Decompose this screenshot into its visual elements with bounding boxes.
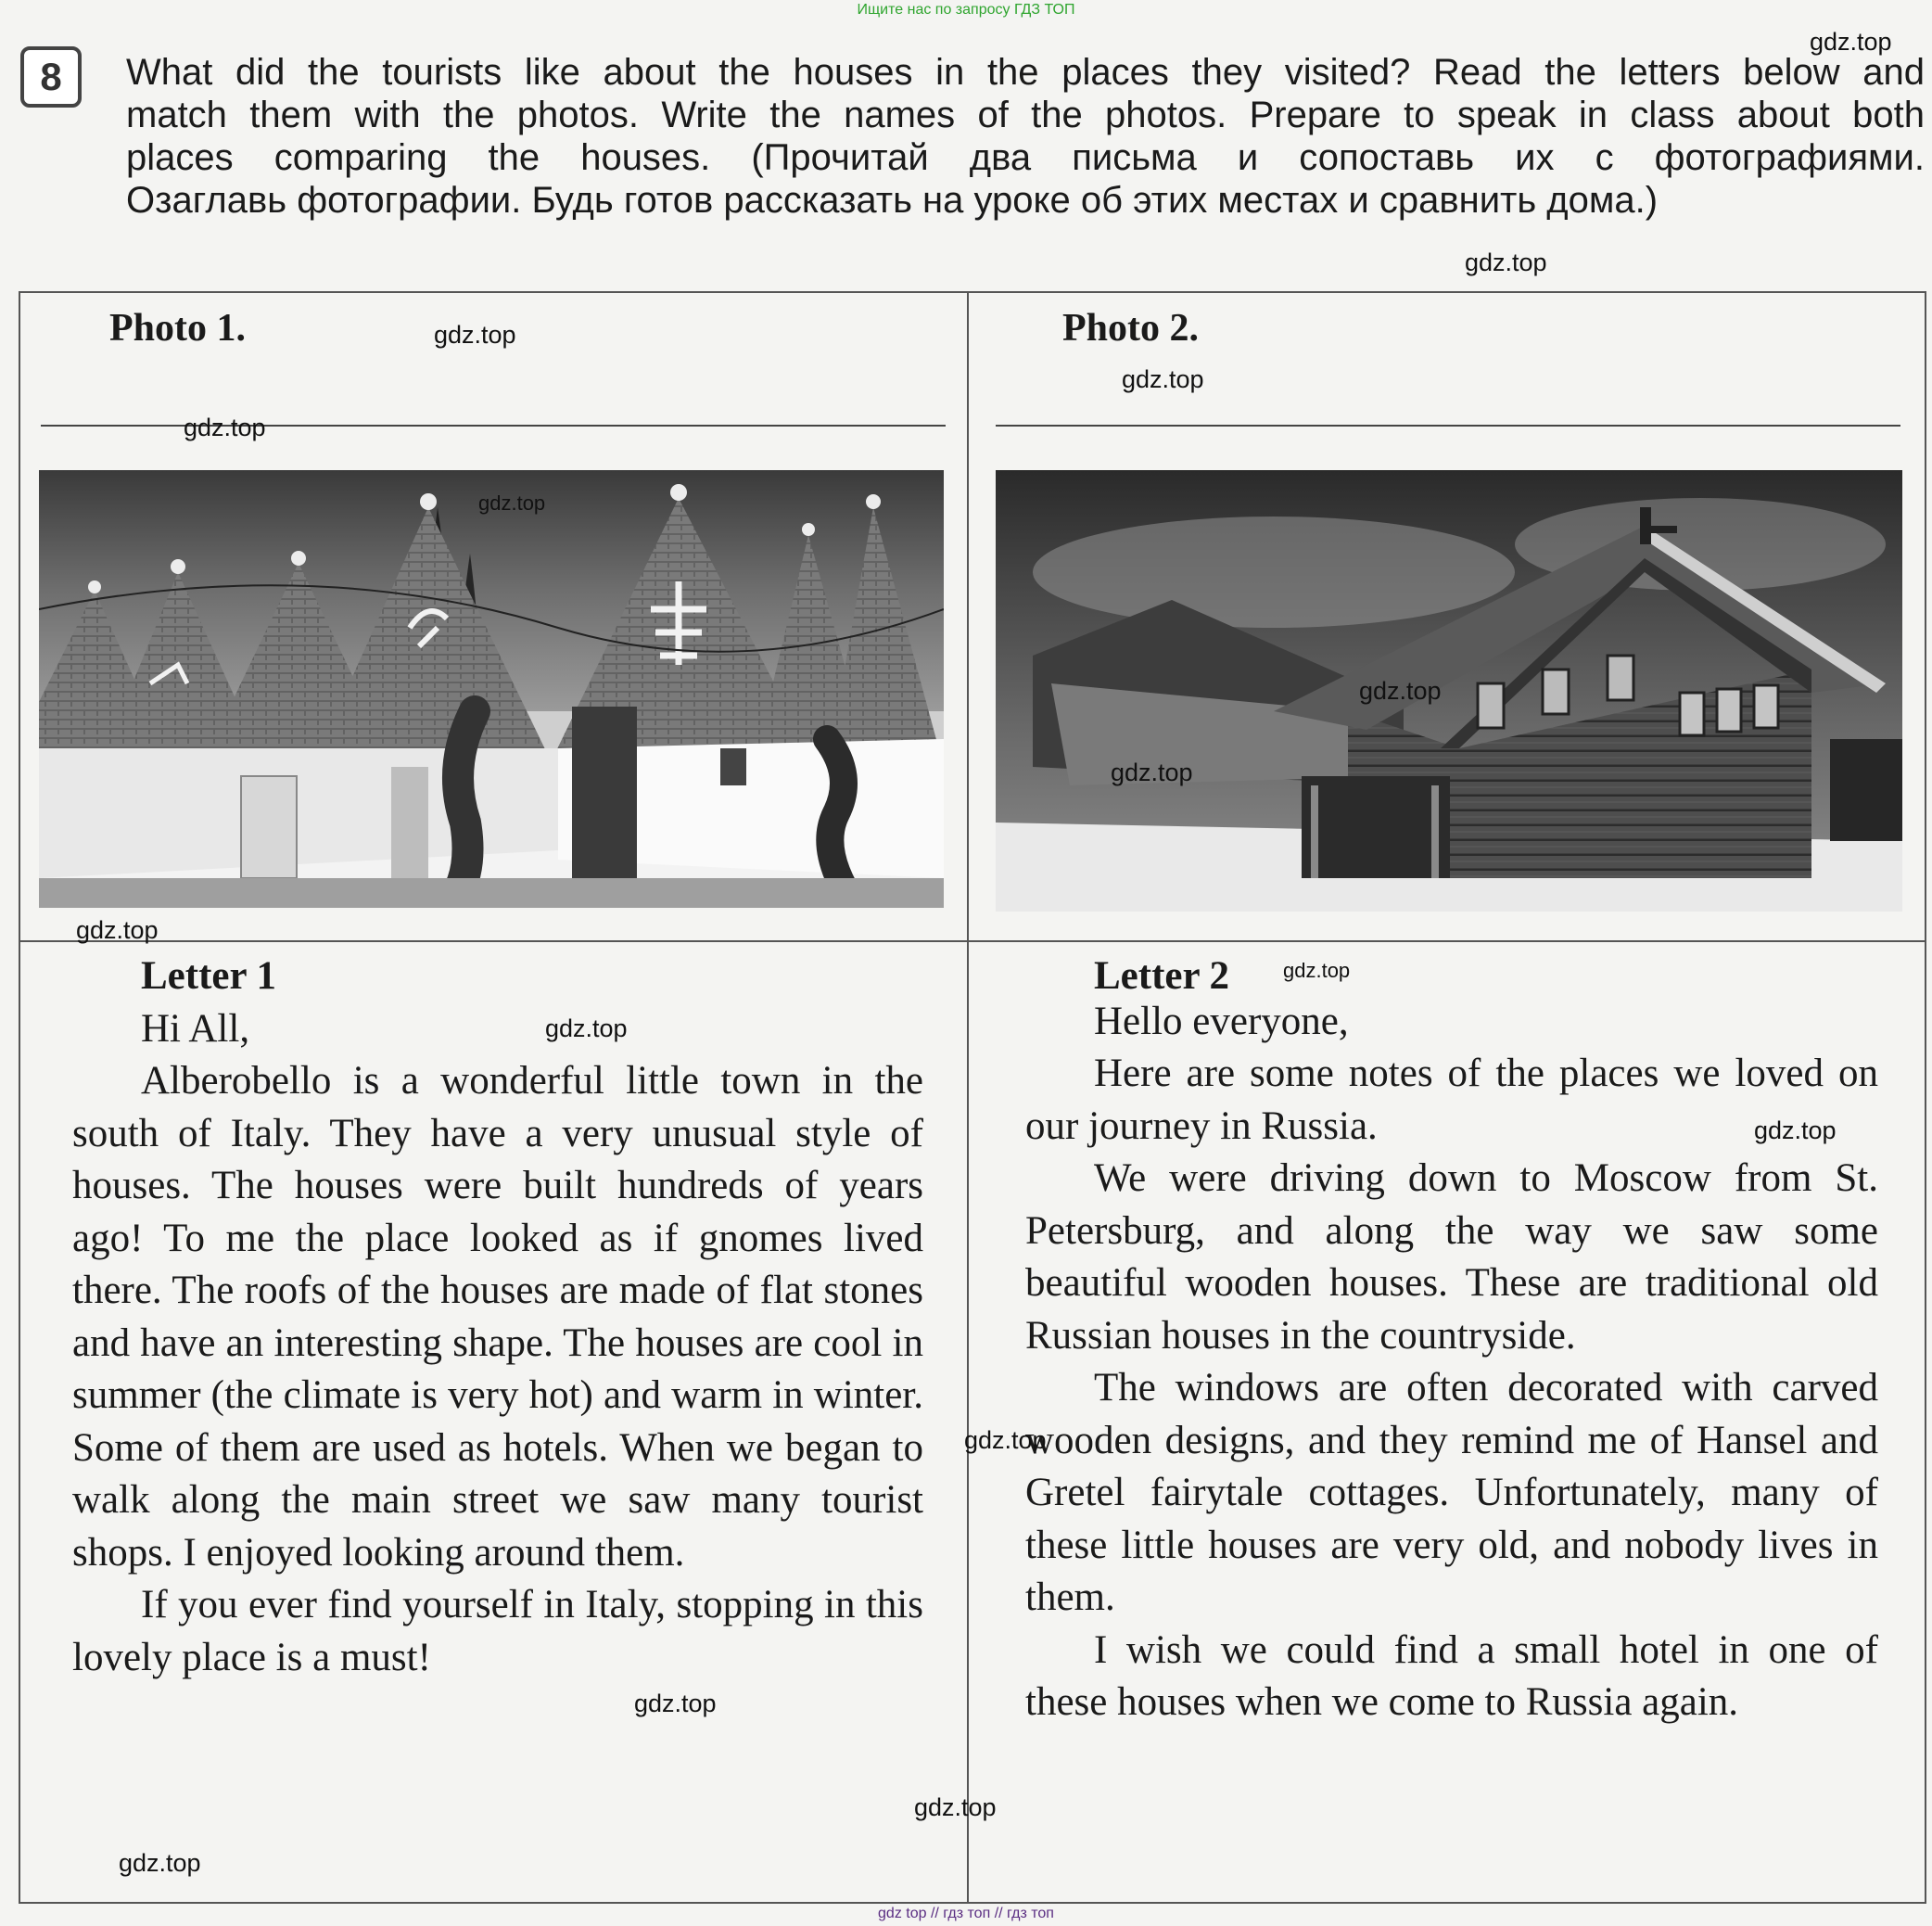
letter2 [1025,950,1878,1729]
watermark: gdz.top [478,491,546,515]
watermark: gdz.top [119,1849,201,1877]
letter2-greeting: Hello everyone, [1094,999,1349,1043]
task-line: places comparing the houses. (Прочитай два письма и сопоставь их с фотографиями. [126,137,1925,178]
letter2-paragraph: I wish we could find a small hotel in one of these houses when we come to Russia again. [1025,1627,1878,1724]
watermark: gdz.top [1359,677,1442,705]
task-line: Озаглавь фотографии. Будь готов рассказать на уроке об этих местах и сравнить дома.) [126,180,1659,221]
top-banner[interactable]: Ищите нас по запросу ГДЗ ТОП [857,2,1075,18]
letter2-paragraph: The windows are often decorated with carved wooden designs, and they remind me of Hansel and Gretel fairytale cottages. Unfortunately, many of these little houses are very old, and nobody lives in them. [1025,1366,1878,1619]
watermark: gdz.top [184,414,266,441]
watermark: gdz.top [76,916,159,944]
watermark: gdz.top [964,1426,1047,1454]
watermark: gdz.top [914,1793,997,1821]
watermark: gdz.top [545,1014,628,1042]
column-divider [967,291,969,1904]
photo1-trulli-houses [39,470,944,908]
watermark: gdz.top [634,1690,717,1717]
watermark: gdz.top [1754,1116,1837,1144]
watermark: gdz.top [1122,365,1204,393]
row-divider [19,940,1926,942]
watermark: gdz.top [1465,249,1547,276]
photo2-answer-line[interactable] [996,425,1900,427]
photo2-title: Photo 2. [1062,307,1199,350]
letter2-title: Letter 2 [1094,954,1230,998]
letter1 [72,950,923,1684]
letter2-paragraph: We were driving down to Moscow from St. Petersburg, and along the way we saw some beautiful wooden houses. These are traditional old Russian houses in the countryside. [1025,1156,1878,1358]
letter1-title: Letter 1 [141,954,277,998]
watermark: gdz.top [434,321,516,349]
letter1-paragraph: Alberobello is a wonderful little town in the south of Italy. They have a very unusual style of houses. The houses were built hundreds of years ago! To me the place looked as if gnomes lived there. The roofs of the houses are made of flat stones and have an interesting shape. The houses are cool in summer (the climate is very hot) and warm in winter. Some of them are used as hotels. When we began to walk along the main street we saw many tourist shops. I enjoyed looking around them. [72,1059,923,1575]
task-line: What did the tourists like about the houses in the places they visited? Read the letters below and [126,52,1925,93]
task-line: match them with the photos. Write the names of the photos. Prepare to speak in class about both [126,95,1925,135]
letter1-paragraph: If you ever find yourself in Italy, stopping in this lovely place is a must! [72,1583,923,1679]
task-instructions [126,51,1925,222]
exercise-number: 8 [20,46,82,108]
photo1-answer-line[interactable] [41,425,946,427]
watermark: gdz.top [1111,759,1193,786]
watermark: gdz.top [1810,28,1892,56]
bottom-banner[interactable]: gdz top // гдз топ // гдз топ [878,1906,1054,1921]
letter2-paragraph: Here are some notes of the places we loved on our journey in Russia. [1025,1052,1878,1148]
photo2-wooden-house [996,470,1902,912]
photo1-title: Photo 1. [109,307,246,350]
letter1-greeting: Hi All, [141,1006,250,1051]
watermark: gdz.top [1283,959,1351,982]
